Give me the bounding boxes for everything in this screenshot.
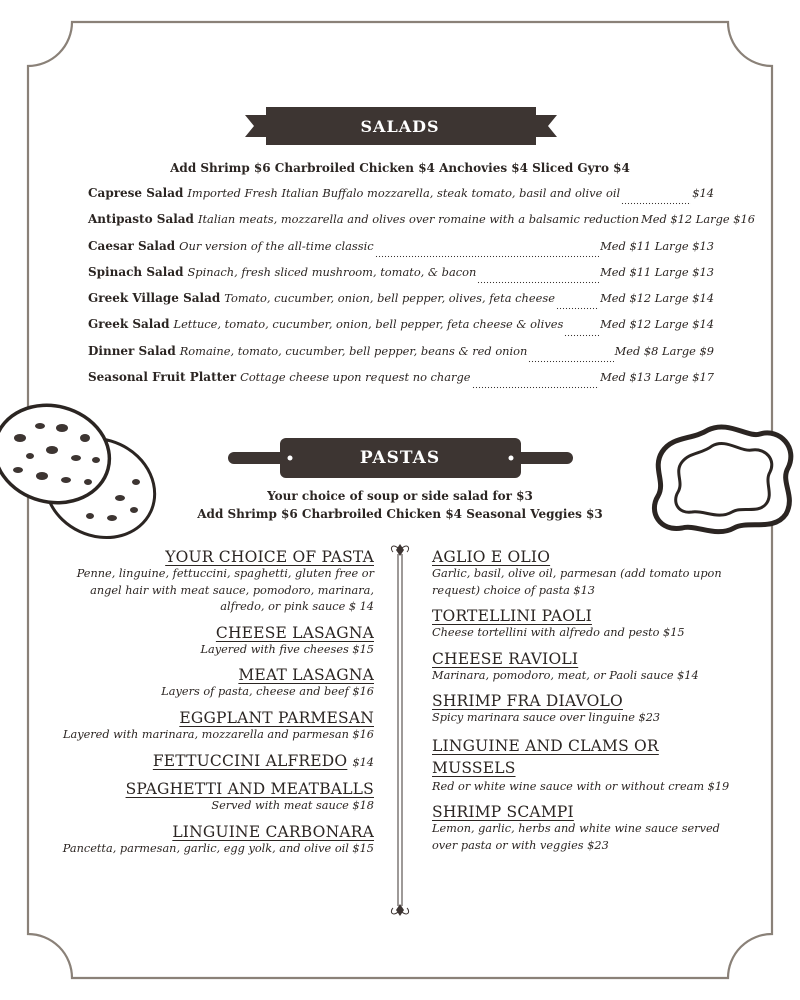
pasta-name: EGGPLANT PARMESAN — [179, 708, 374, 727]
salad-name: Greek Village Salad — [88, 291, 221, 306]
pasta-item — [432, 735, 742, 796]
pasta-name: FETTUCCINI ALFREDO — [152, 752, 348, 770]
pasta-item — [50, 666, 374, 701]
pasta-item — [50, 780, 374, 815]
salad-name: Antipasto Salad — [88, 212, 194, 227]
salad-price: Med $12 Large $14 — [600, 291, 714, 306]
salad-name: Dinner Salad — [88, 343, 176, 358]
salad-item — [88, 265, 714, 291]
salad-price: Med $11 Large $13 — [600, 238, 714, 253]
pasta-item — [50, 548, 374, 616]
pasta-desc: Marinara, pomodoro, meat, or Paoli sauce $14 — [432, 668, 699, 682]
pasta-column-left — [50, 548, 374, 865]
pasta-name: SHRIMP SCAMPI — [432, 803, 574, 821]
salad-item — [88, 344, 714, 370]
salad-desc: Spinach, fresh sliced mushroom, tomato, & bacon — [187, 264, 477, 279]
pasta-desc: Pancetta, parmesan, garlic, egg yolk, and olive oil $15 — [62, 841, 374, 855]
pasta-desc: Cheese tortellini with alfredo and pesto $15 — [432, 626, 685, 639]
salad-desc: Romaine, tomato, cucumber, bell pepper, beans & red onion — [179, 343, 528, 358]
salad-name: Caesar Salad — [88, 238, 176, 253]
salad-price: Med $12 Large $14 — [600, 317, 714, 332]
salad-price: Med $8 Large $9 — [614, 343, 714, 358]
salad-desc: Our version of the all-time classic — [179, 238, 374, 253]
pepperoni-illustration — [0, 398, 165, 543]
pasta-name: CHEESE RAVIOLI — [432, 649, 579, 668]
salad-item — [88, 186, 714, 212]
dot-leader — [472, 380, 600, 392]
pasta-item — [432, 650, 742, 685]
pasta-name: MEAT LASAGNA — [238, 666, 374, 684]
pasta-desc: Layered with marinara, mozzarella and parmesan $16 — [62, 727, 374, 741]
pasta-name: TORTELLINI PAOLI — [432, 607, 592, 625]
pasta-name: LINGUINE AND CLAMS OR MUSSELS — [432, 736, 659, 777]
pasta-desc: Layers of pasta, cheese and beef $16 — [161, 685, 374, 698]
pasta-desc: Lemon, garlic, herbs and white wine sauce served over pasta or with veggies $23 — [432, 822, 720, 852]
salad-name: Spinach Salad — [88, 264, 184, 279]
pasta-desc: Spicy marinara sauce over linguine $23 — [432, 711, 661, 724]
dot-leader — [556, 301, 599, 313]
pasta-item — [432, 803, 742, 854]
column-divider — [385, 540, 415, 920]
salads-list — [88, 186, 755, 396]
pastas-sub-addons: Add Shrimp $6 Charbroiled Chicken $4 Seasonal Veggies $3 — [197, 507, 603, 521]
pasta-column-right — [432, 548, 742, 862]
salad-desc: Lettuce, tomato, cucumber, onion, bell pepper, feta cheese & olives — [173, 317, 564, 332]
pasta-desc: Served with meat sauce $18 — [211, 799, 374, 812]
salad-item — [88, 212, 755, 238]
salad-item — [88, 291, 714, 317]
salad-desc: Tomato, cucumber, onion, bell pepper, olives, feta cheese — [224, 291, 555, 306]
pasta-name: AGLIO E OLIO — [432, 548, 551, 566]
pasta-name: LINGUINE CARBONARA — [172, 822, 374, 841]
salad-item — [88, 317, 714, 343]
pasta-desc: Penne, linguine, fettuccini, spaghetti, gluten free or angel hair with meat sauce, pomodoro, marinara, alfredo, or pink sauce $ 14 — [76, 567, 374, 613]
dot-leader — [375, 249, 599, 261]
salads-addons: Add Shrimp $6 Charbroiled Chicken $4 Anchovies $4 Sliced Gyro $4 — [170, 161, 630, 175]
salad-desc: Cottage cheese upon request no charge — [240, 370, 471, 385]
pasta-item — [50, 823, 374, 858]
salads-title: SALADS — [360, 117, 440, 136]
pasta-item — [432, 548, 742, 599]
salad-item — [88, 370, 714, 396]
pasta-item — [50, 751, 374, 770]
salad-item — [88, 239, 714, 265]
salad-name: Caprese Salad — [88, 186, 184, 200]
salad-name: Greek Salad — [88, 317, 170, 332]
pasta-price: $14 — [352, 756, 374, 769]
pastas-sub-soup: Your choice of soup or side salad for $3 — [267, 489, 533, 503]
pastas-title: PASTAS — [359, 448, 441, 468]
pasta-item — [432, 607, 742, 642]
dot-leader — [477, 275, 599, 287]
dot-leader — [621, 196, 691, 208]
pasta-item — [50, 624, 374, 659]
salad-name: Seasonal Fruit Platter — [88, 370, 237, 385]
dot-leader — [564, 328, 599, 340]
salad-price: Med $13 Large $17 — [600, 370, 714, 385]
pepper-ring-illustration — [648, 420, 800, 538]
pasta-name: SHRIMP FRA DIAVOLO — [432, 692, 623, 710]
pasta-desc: Garlic, basil, olive oil, parmesan (add tomato upon request) choice of pasta $13 — [432, 567, 722, 597]
pasta-name: SPAGHETTI AND MEATBALLS — [125, 780, 374, 798]
dot-leader — [528, 354, 613, 366]
pasta-name: CHEESE LASAGNA — [215, 623, 374, 642]
salad-desc: Imported Fresh Italian Buffalo mozzarella, steak tomato, basil and olive oil — [187, 186, 621, 200]
pasta-desc: Red or white wine sauce with or without cream $19 — [432, 779, 730, 793]
pasta-desc: Layered with five cheeses $15 — [200, 642, 374, 656]
salad-price: $14 — [692, 186, 714, 200]
pasta-item — [432, 692, 742, 727]
salad-price: Med $12 Large $16 — [641, 212, 755, 227]
pasta-item — [50, 709, 374, 744]
salad-price: Med $11 Large $13 — [600, 264, 714, 279]
pasta-name: YOUR CHOICE OF PASTA — [165, 548, 374, 566]
salad-desc: Italian meats, mozzarella and olives over romaine with a balsamic reduction — [197, 212, 640, 227]
